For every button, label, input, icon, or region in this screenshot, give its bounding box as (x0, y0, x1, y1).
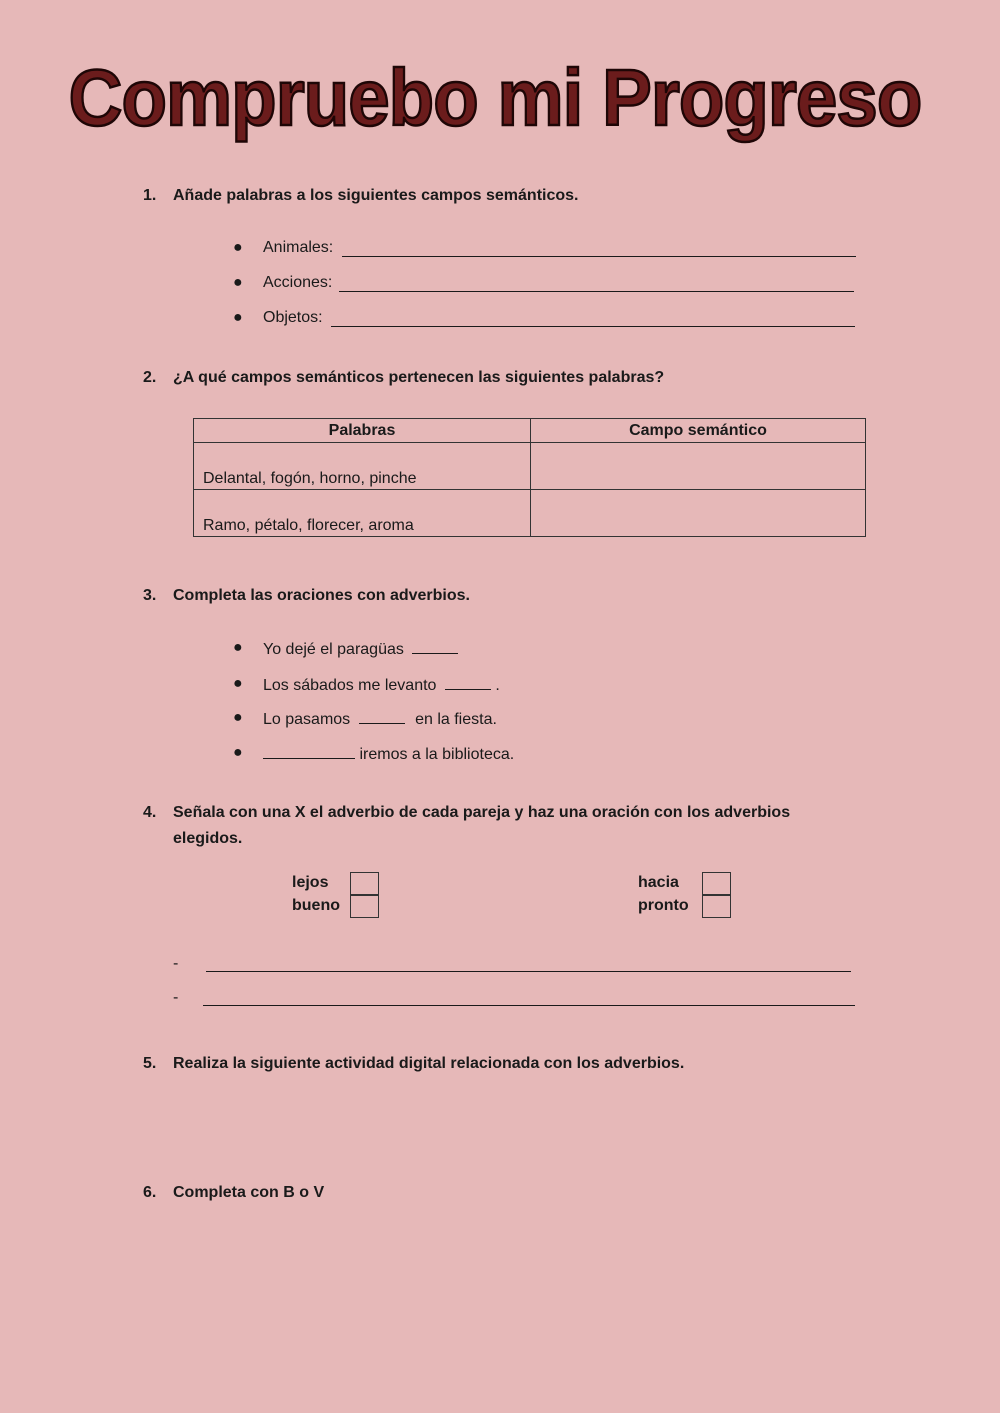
question-5 (143, 1055, 684, 1073)
question-2-number: 2. (143, 369, 157, 386)
sentence-text: Lo pasamos (263, 711, 351, 728)
list-item-sentence-2 (233, 675, 500, 695)
question-3-number: 3. (143, 587, 157, 604)
page-title: Compruebo mi Progreso (68, 53, 922, 142)
semantic-fields-table (193, 418, 866, 537)
answer-blank[interactable] (359, 709, 405, 724)
bullet-icon: ● (233, 639, 243, 656)
question-1-number: 1. (143, 187, 157, 204)
sentence-line-2[interactable] (203, 1005, 855, 1006)
answer-blank[interactable] (412, 639, 458, 654)
sentence-text: en la fiesta. (415, 711, 497, 728)
question-2-text: ¿A qué campos semánticos pertenecen las siguientes palabras? (173, 369, 665, 386)
list-item-label: Acciones: (263, 274, 333, 291)
sentence-dash: - (173, 955, 179, 972)
sentence-text: . (495, 677, 500, 694)
table-cell-words: Delantal, fogón, horno, pinche (194, 443, 531, 490)
question-4 (143, 804, 790, 822)
checkbox-pronto[interactable] (702, 895, 731, 918)
list-item-label: Objetos: (263, 309, 323, 326)
answer-blank[interactable] (445, 675, 491, 690)
sentence-dash: - (173, 989, 179, 1006)
sentence-text: Yo dejé el paragüas (263, 641, 404, 658)
checkbox-bueno[interactable] (350, 895, 379, 918)
sentence-line-1[interactable] (206, 971, 851, 972)
table-header-campo: Campo semántico (531, 419, 866, 443)
table-row (194, 443, 866, 490)
table-header-row (194, 419, 866, 443)
checkbox-hacia[interactable] (702, 872, 731, 895)
sentence-text: iremos a la biblioteca. (359, 746, 515, 763)
option-pronto: pronto (638, 897, 689, 914)
table-cell-answer[interactable] (531, 443, 866, 490)
list-item-sentence-4 (233, 744, 515, 764)
bullet-icon: ● (233, 709, 243, 726)
question-5-number: 5. (143, 1055, 157, 1072)
question-4-number: 4. (143, 804, 157, 821)
question-4-text: Señala con una X el adverbio de cada pareja y haz una oración con los adverbios (173, 804, 791, 821)
option-bueno: bueno (292, 897, 340, 914)
question-5-text: Realiza la siguiente actividad digital relacionada con los adverbios. (173, 1055, 685, 1072)
option-hacia: hacia (638, 874, 679, 891)
question-1-text: Añade palabras a los siguientes campos semánticos. (173, 187, 579, 204)
option-lejos: lejos (292, 874, 329, 891)
list-item-objetos (233, 309, 323, 327)
list-item-animales (233, 239, 334, 257)
bullet-icon: ● (233, 309, 243, 326)
table-row (194, 490, 866, 537)
list-item-acciones (233, 274, 333, 292)
answer-blank[interactable] (263, 744, 355, 759)
question-3 (143, 587, 470, 605)
bullet-icon: ● (233, 675, 243, 692)
question-6-number: 6. (143, 1184, 157, 1201)
question-6 (143, 1184, 324, 1202)
answer-line-objetos[interactable] (331, 326, 855, 327)
table-cell-answer[interactable] (531, 490, 866, 537)
checkbox-lejos[interactable] (350, 872, 379, 895)
bullet-icon: ● (233, 744, 243, 761)
answer-line-animales[interactable] (342, 256, 856, 257)
bullet-icon: ● (233, 239, 243, 256)
question-1 (143, 187, 578, 205)
question-6-text: Completa con B o V (173, 1184, 325, 1201)
list-item-sentence-3 (233, 709, 497, 729)
answer-line-acciones[interactable] (339, 291, 854, 292)
question-4-text-continued: elegidos. (173, 830, 243, 847)
list-item-sentence-1 (233, 639, 458, 659)
table-header-palabras: Palabras (194, 419, 531, 443)
question-3-text: Completa las oraciones con adverbios. (173, 587, 470, 604)
question-2 (143, 369, 664, 387)
table-cell-words: Ramo, pétalo, florecer, aroma (194, 490, 531, 537)
sentence-text: Los sábados me levanto (263, 677, 437, 694)
list-item-label: Animales: (263, 239, 334, 256)
bullet-icon: ● (233, 274, 243, 291)
